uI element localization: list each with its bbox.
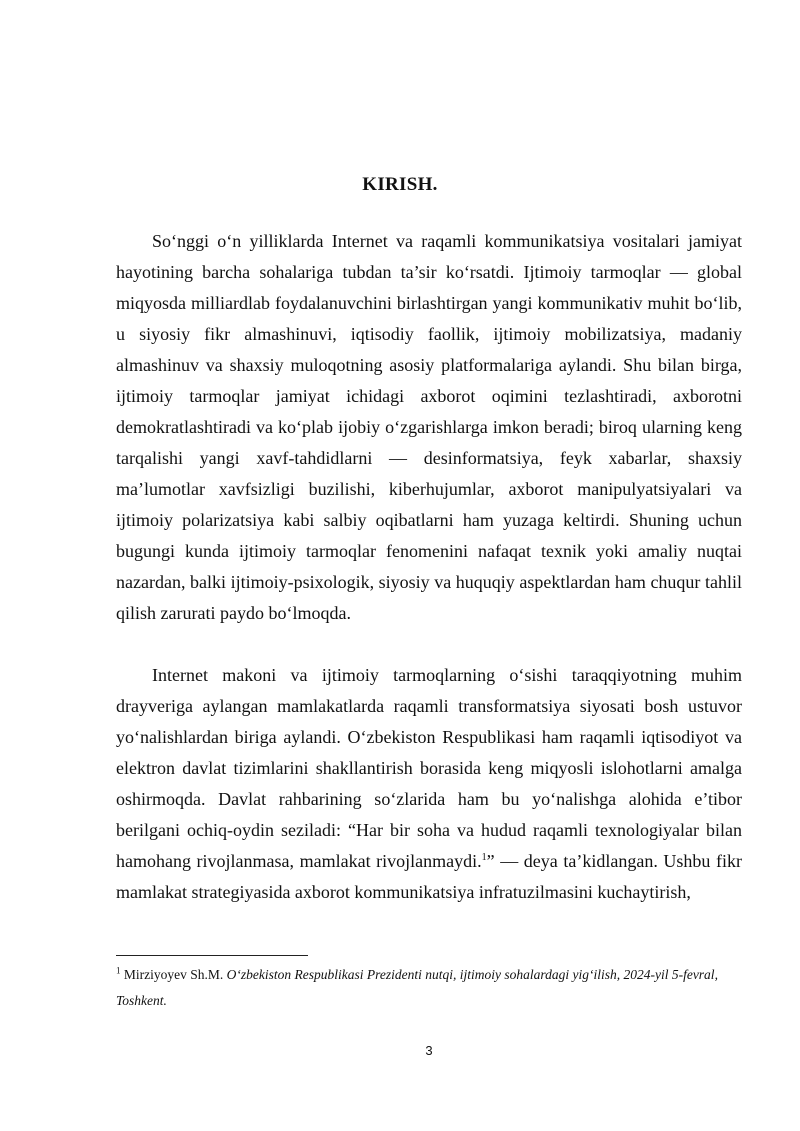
footnote-author: Mirziyoyev Sh.M. <box>120 967 227 982</box>
footnote-separator <box>116 955 308 956</box>
body-paragraph-2 <box>116 660 742 908</box>
page-number: 3 <box>425 1043 433 1058</box>
paragraph-2-text-after-note: ” — deya ta’kidlangan. Ushbu fikr mamlakat strategiyasida axborot kommunikatsiya infratuzilmasini kuchaytirish, <box>116 851 742 902</box>
paragraph-2-text-before-note: Internet makoni va ijtimoiy tarmoqlarning o‘sishi taraqqiyotning muhim drayveriga aylangan mamlakatlarda raqamli transformatsiya siyosati bosh ustuvor yo‘nalishlardan biriga aylandi. O‘zbekiston Respublikasi ham raqamli iqtisodiyot va elektron davlat tizimlarini shakllantirish borasida keng miqyosli islohotlarni amalga oshirmoqda. Davlat rahbarining so‘zlarida ham bu yo‘nalishga alohida e’tibor berilgani ochiq-oydin seziladi: “Har bir soha va hudud raqamli texnologiyalar bilan hamohang rivojlanmasa, mamlakat rivojlanmaydi. <box>116 665 742 871</box>
footnote-reference: 1 <box>481 852 487 863</box>
footnote-title: O‘zbekiston Respublikasi Prezidenti nutqi, ijtimoiy sohalardagi yig‘ilish, 2024-yil 5-fevral, Toshkent. <box>116 967 718 1008</box>
body-paragraph-1: So‘nggi o‘n yilliklarda Internet va raqamli kommunikatsiya vositalari jamiyat hayotining barcha sohalariga tubdan ta’sir ko‘rsatdi. Ijtimoiy tarmoqlar — global miqyosda milliardlab foydalanuvchini birlashtirgan yangi kommunikativ muhit bo‘lib, u siyosiy fikr almashinuvi, iqtisodiy faollik, ijtimoiy mobilizatsiya, madaniy almashinuv va shaxsiy muloqotning asosiy platformalariga aylandi. Shu bilan birga, ijtimoiy tarmoqlar jamiyat ichidagi axborot oqimini tezlashtiradi, axborotni demokratlashtiradi va ko‘plab ijobiy o‘zgarishlarga imkon beradi; biroq ularning keng tarqalishi yangi xavf-tahdidlarni — desinformatsiya, feyk xabarlar, shaxsiy ma’lumotlar xavfsizligi buzilishi, kiberhujumlar, axborot manipulyatsiyalari va ijtimoiy polarizatsiya kabi salbiy oqibatlarni ham yuzaga keltirdi. Shuning uchun bugungi kunda ijtimoiy tarmoqlar fenomenini nafaqat texnik yoki amaliy nuqtai nazardan, balki ijtimoiy-psixologik, siyosiy va huquqiy aspektlardan ham chuqur tahlil qilish zarurati paydo bo‘lmoqda. <box>116 231 742 623</box>
section-heading: KIRISH. <box>362 174 438 195</box>
footnote <box>116 962 744 1014</box>
footnote-mark: 1 <box>116 965 121 976</box>
